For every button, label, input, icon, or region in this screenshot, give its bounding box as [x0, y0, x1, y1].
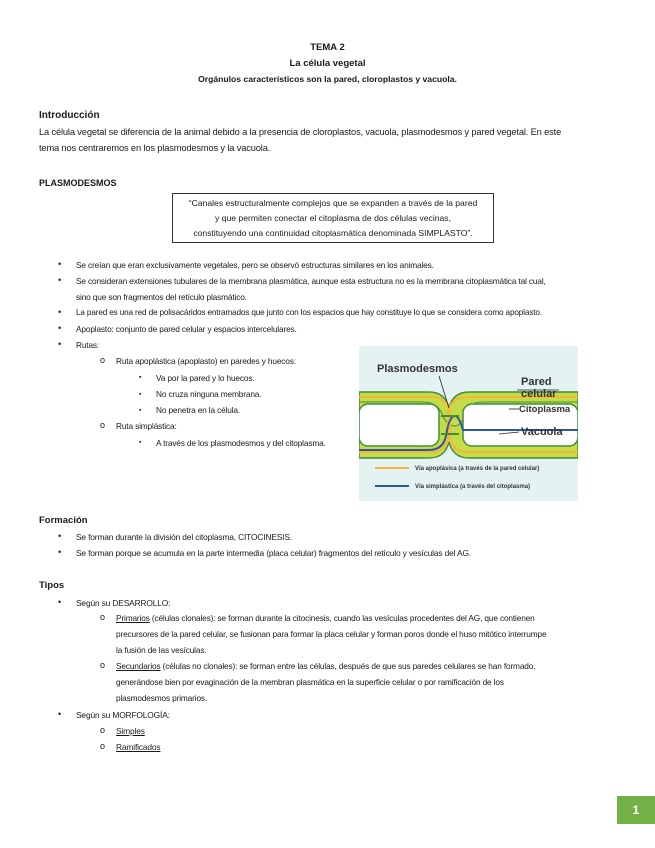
plasmo-bullet-3: La pared es una red de polisacáridos entramados que junto con los espacios que hay constituye lo que se considera como apoplasto.	[76, 308, 542, 317]
ruta-apoplastica: Ruta apoplástica (apoplasto) en paredes y huecos:	[116, 356, 296, 366]
plasmo-bullet-5: Rutas:	[76, 340, 100, 350]
circle-marker: o	[100, 612, 106, 622]
secundarios-line-1	[116, 661, 535, 671]
intro-heading: Introducción	[39, 110, 100, 121]
plasmo-bullet-2: Se consideran extensiones tubulares de la membrana plasmática, aunque esta estructura no es la membrana citoplasmática tal cual,	[76, 276, 546, 286]
tipos-heading: Tipos	[39, 580, 65, 591]
label-celular: celular	[521, 388, 557, 400]
circle-marker: o	[100, 420, 106, 430]
plasmodesmos-diagram	[359, 346, 578, 501]
ruta-simplastica: Ruta simplástica:	[116, 421, 177, 431]
circle-marker: o	[100, 355, 106, 365]
bullet-marker: •	[58, 709, 62, 719]
apo-item-3: No penetra en la célula.	[156, 405, 241, 415]
morf-simples: Simples	[116, 726, 145, 736]
quote-line-3: constituyendo una continuidad citoplasmática denominada SIMPLASTO”.	[193, 228, 473, 238]
primarios-line-1	[116, 613, 535, 623]
apo-item-2: No cruza ninguna membrana.	[156, 389, 262, 399]
page-number-badge: 1	[617, 796, 655, 824]
primarios-text: (células clonales): se forman durante la citocinesis, cuando las vesículas procedentes del AG, que contienen	[149, 613, 535, 623]
secundarios-line-3: plasmodesmos primarios.	[116, 693, 208, 703]
label-vacuola: Vacuola	[521, 426, 563, 438]
document-title: La célula vegetal	[289, 58, 366, 69]
document-subtitle: Orgánulos característicos son la pared, cloroplastos y vacuola.	[198, 74, 457, 84]
bullet-marker: •	[58, 275, 62, 285]
formacion-bullet-1: Se forman durante la división del citoplasma, CITOCINESIS.	[76, 532, 292, 542]
primarios-line-2: precursores de la pared celular, se fusionan para formar la placa celular y forman poros donde el huso mitótico interrumpe	[116, 629, 547, 639]
label-citoplasma: Citoplasma	[519, 404, 571, 415]
square-marker: ▪	[139, 407, 142, 414]
circle-marker: o	[100, 741, 106, 751]
tipos-morfologia: Según su MORFOLOGÍA:	[76, 710, 170, 720]
primarios-term: Primarios	[116, 613, 150, 623]
bullet-marker: •	[58, 339, 62, 349]
square-marker: ▪	[139, 374, 142, 381]
definition-quote-box	[172, 193, 494, 243]
intro-line-1: La célula vegetal se diferencia de la animal debido a la presencia de cloroplastos, vacuola, plasmodesmos y pared vegetal. En este	[39, 127, 562, 137]
primarios-line-3: la fusión de las vesículas.	[116, 645, 207, 655]
square-marker: ▪	[139, 439, 142, 446]
plasmo-bullet-1: Se creían que eran exclusivamente vegetales, pero se observó estructuras similares en los animales.	[76, 260, 434, 270]
plasmo-bullet-4: Apoplasto: conjunto de pared celular y espacios intercelulares.	[76, 324, 297, 334]
legend-simplastica: Vía simplástica (a través del citoplasma)	[415, 484, 531, 490]
label-plasmodesmos: Plasmodesmos	[377, 363, 458, 375]
bullet-marker: •	[58, 597, 62, 607]
secundarios-term: Secundarios	[116, 661, 161, 671]
tema-label: TEMA 2	[310, 42, 345, 53]
bullet-marker: •	[58, 547, 62, 557]
formacion-heading: Formación	[39, 515, 88, 526]
secundarios-line-2: generándose bien por evaginación de la membran plasmática en la superficie celular o por ramificación de los	[116, 677, 504, 687]
plasmo-bullet-2-cont: sino que son fragmentos del retículo plasmático.	[76, 292, 247, 302]
tipos-desarrollo: Según su DESARROLLO:	[76, 598, 171, 608]
apo-item-1: Va por la pared y lo huecos.	[156, 373, 255, 383]
bullet-marker: •	[58, 307, 62, 317]
formacion-bullet-2: Se forman porque se acumula en la parte intermedia (placa celular) fragmentos del retículo y vesículas del AG.	[76, 548, 472, 558]
quote-line-2: y que permiten conectar el citoplasma de dos células vecinas,	[215, 213, 451, 223]
intro-line-2: tema nos centraremos en los plasmodesmos y la vacuola.	[39, 143, 271, 153]
plasmodesmos-heading: PLASMODESMOS	[39, 178, 117, 188]
bullet-marker: •	[58, 259, 62, 269]
quote-line-1: “Canales estructuralmente complejos que se expanden a través de la pared	[188, 198, 478, 208]
circle-marker: o	[100, 725, 106, 735]
vacuole-left	[359, 404, 439, 446]
legend-apoplastica: Vía apoplásica (a través de la pared celular)	[415, 466, 540, 472]
circle-marker: o	[100, 660, 106, 670]
square-marker: ▪	[139, 391, 142, 398]
label-pared: Pared	[521, 376, 552, 388]
sim-item-1: A través de los plasmodesmos y del citoplasma.	[156, 438, 326, 448]
bullet-marker: •	[58, 531, 62, 541]
secundarios-text: (células no clonales): se forman entre las células, después de que sus paredes celulares se han formado,	[160, 661, 536, 671]
bullet-marker: •	[58, 323, 62, 333]
morf-ramificados: Ramificados	[116, 742, 161, 752]
